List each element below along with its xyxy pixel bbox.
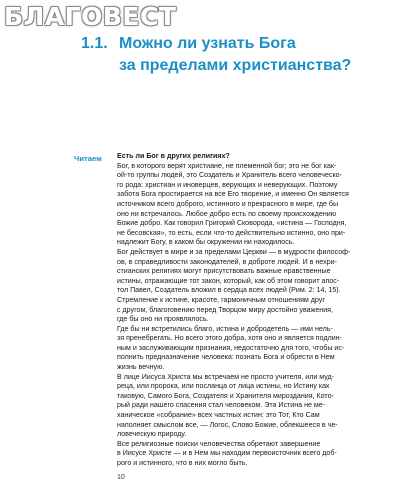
text-line: оно ни встречалось. Любое добро есть по своему происхождению: [117, 209, 337, 218]
section-heading: [81, 33, 381, 77]
text-line: зя пренебрегать. Но всего этого добра, хотя оно и является подлин-: [117, 334, 342, 343]
text-line: забота Бога простирается на все Его творение, и именно Он является: [117, 190, 349, 199]
text-line: не бесовская», то есть, если что-то действительно истинно, оно при-: [117, 228, 346, 237]
body-text: [117, 152, 377, 469]
text-line: рого и истинного, что в них могло быть.: [117, 459, 248, 467]
text-line: Бог действует в мире и за пределами Церкви — в мудрости философ-: [117, 247, 351, 256]
text-line: истины, отражающие тот закон, который, как об этом говорит апос-: [117, 276, 340, 285]
text-line: Где бы ни встретились благо, истина и добродетель — ими нель-: [117, 324, 333, 333]
text-line: ов, в справедливости законодателей, в доброте людей. И в нехри-: [117, 257, 337, 266]
text-line: Бог, в которого верят христиане, не племенной бог; это не бог как-: [117, 161, 337, 170]
section-title-line2: за пределами христианства?: [119, 57, 352, 74]
text-line: ловеческую природу.: [117, 430, 187, 439]
text-line: где бы оно ни проявлялось.: [117, 315, 209, 324]
text-line: стианских религиях могут присутствовать важные нравственные: [117, 267, 331, 276]
text-line: тол Павел, Создатель вложил в сердца всех людей (Рим. 2: 14, 15).: [117, 286, 341, 295]
text-line: полнить предназначение человека: познать Бога и обрести в Нем: [117, 353, 335, 362]
text-line: с другом, благоговению перед Творцом миру достойно уважения,: [117, 305, 333, 314]
text-line: таковую, Самого Бога, Создателя и Хранителя мироздания, Кото-: [117, 391, 334, 400]
section-number: 1.1.: [81, 35, 108, 52]
text-line: источником всего доброго, истинного и прекрасного в мире, где бы: [117, 199, 339, 208]
text-line: наполняет смыслом все, — Логос, Слово Божие, облекшееся в че-: [117, 420, 338, 429]
section-title-line1: Можно ли узнать Бога: [119, 35, 296, 52]
text-line: го рода: христиан и иноверцев, верующих и неверующих. Поэтому: [117, 180, 338, 189]
text-line: В лице Иисуса Христа мы встречаем не просто учителя, или муд-: [117, 372, 335, 381]
text-line: Все религиозные поиски человечества обретают завершение: [117, 439, 321, 448]
question-heading: Есть ли Бог в других религиях?: [117, 152, 230, 160]
watermark-logo: БЛАГОВЕСТ: [4, 2, 177, 31]
text-line: ханическое «собрание» всех частных истин: это Тот, Кто Сам: [117, 411, 320, 420]
page-number: 10: [117, 474, 125, 481]
side-label: Читаем: [74, 154, 102, 163]
text-line: реца, или пророка, или посланца от лица истины, но Истину как: [117, 382, 330, 391]
text-line: ным и заслуживающим признания, недостаточно для того, чтобы ис-: [117, 343, 345, 352]
text-line: жизнь вечную.: [117, 363, 165, 372]
text-line: в Иисусе Христе — и в Нем мы находим первоисточник всего доб-: [117, 449, 337, 458]
text-line: рый ради нашего спасения стал человеком. Эта Истина не ме-: [117, 401, 326, 410]
text-line: Стремление к истине, красоте, гармоничным отношениям друг: [117, 295, 325, 304]
text-line: ой-то группы людей, это Создатель и Хранитель всего человеческо-: [117, 171, 342, 180]
body-lines: [117, 162, 377, 469]
text-line: надлежит Богу, в каком бы окружении ни находилось.: [117, 238, 295, 247]
text-line: Божие добро. Как говорил Григорий Сковорода, «истина — Господня,: [117, 219, 347, 228]
